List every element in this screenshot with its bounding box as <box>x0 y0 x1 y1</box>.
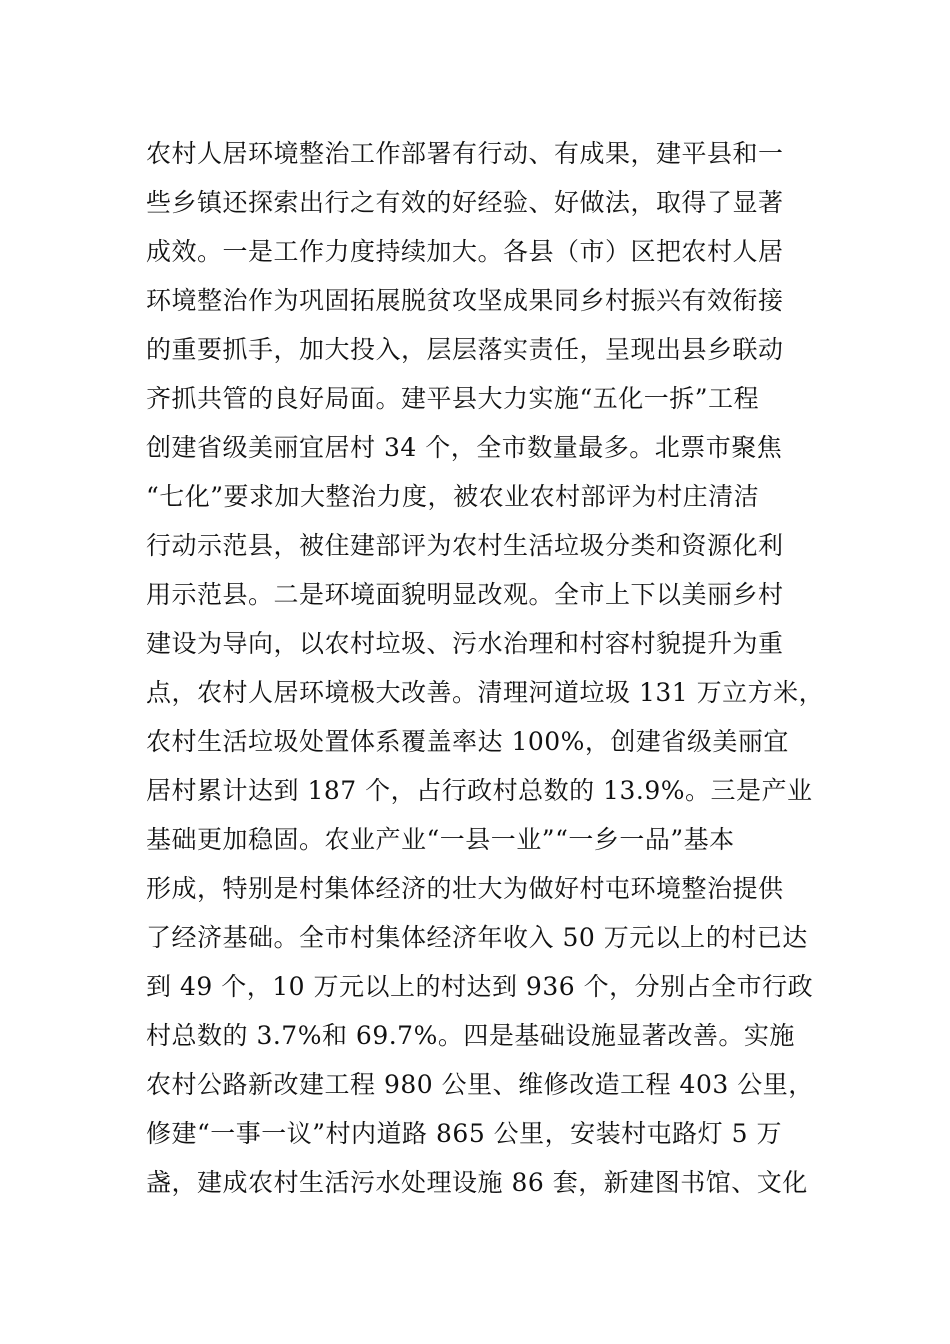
text-line: 些乡镇还探索出行之有效的好经验、好做法，取得了显著 <box>146 188 784 217</box>
text-line: 的重要抓手，加大投入，层层落实责任，呈现出县乡联动 <box>146 335 784 364</box>
text-line: 创建省级美丽宜居村 34 个，全市数量最多。北票市聚焦 <box>146 433 783 462</box>
text-line: “七化”要求加大整治力度，被农业农村部评为村庄清洁 <box>146 482 760 511</box>
text-line: 环境整治作为巩固拓展脱贫攻坚成果同乡村振兴有效衔接 <box>146 286 784 315</box>
text-line: 齐抓共管的良好局面。建平县大力实施“五化一拆”工程 <box>146 384 760 413</box>
text-line: 盏，建成农村生活污水处理设施 86 套，新建图书馆、文化 <box>146 1168 808 1197</box>
text-line: 农村生活垃圾处置体系覆盖率达 100%，创建省级美丽宜 <box>146 727 789 756</box>
text-line: 成效。一是工作力度持续加大。各县（市）区把农村人居 <box>146 237 784 266</box>
text-line: 居村累计达到 187 个，占行政村总数的 13.9%。三是产业 <box>146 776 813 805</box>
text-line: 点，农村人居环境极大改善。清理河道垃圾 131 万立方米， <box>146 678 825 707</box>
text-line: 基础更加稳固。农业产业“一县一业”“一乡一品”基本 <box>146 825 735 854</box>
text-line: 形成，特别是村集体经济的壮大为做好村屯环境整治提供 <box>146 874 784 903</box>
text-line: 农村公路新改建工程 980 公里、维修改造工程 403 公里， <box>146 1070 814 1099</box>
text-line: 农村人居环境整治工作部署有行动、有成果，建平县和一 <box>146 139 784 168</box>
text-line: 建设为导向，以农村垃圾、污水治理和村容村貌提升为重 <box>146 629 784 658</box>
text-line: 修建“一事一议”村内道路 865 公里，安装村屯路灯 5 万 <box>146 1119 782 1148</box>
body-paragraph <box>146 129 826 1207</box>
text-line: 行动示范县，被住建部评为农村生活垃圾分类和资源化利 <box>146 531 784 560</box>
text-line: 村总数的 3.7%和 69.7%。四是基础设施显著改善。实施 <box>146 1021 795 1050</box>
text-line: 用示范县。二是环境面貌明显改观。全市上下以美丽乡村 <box>146 580 784 609</box>
text-line: 到 49 个，10 万元以上的村达到 936 个，分别占全市行政 <box>146 972 814 1001</box>
text-line: 了经济基础。全市村集体经济年收入 50 万元以上的村已达 <box>146 923 808 952</box>
